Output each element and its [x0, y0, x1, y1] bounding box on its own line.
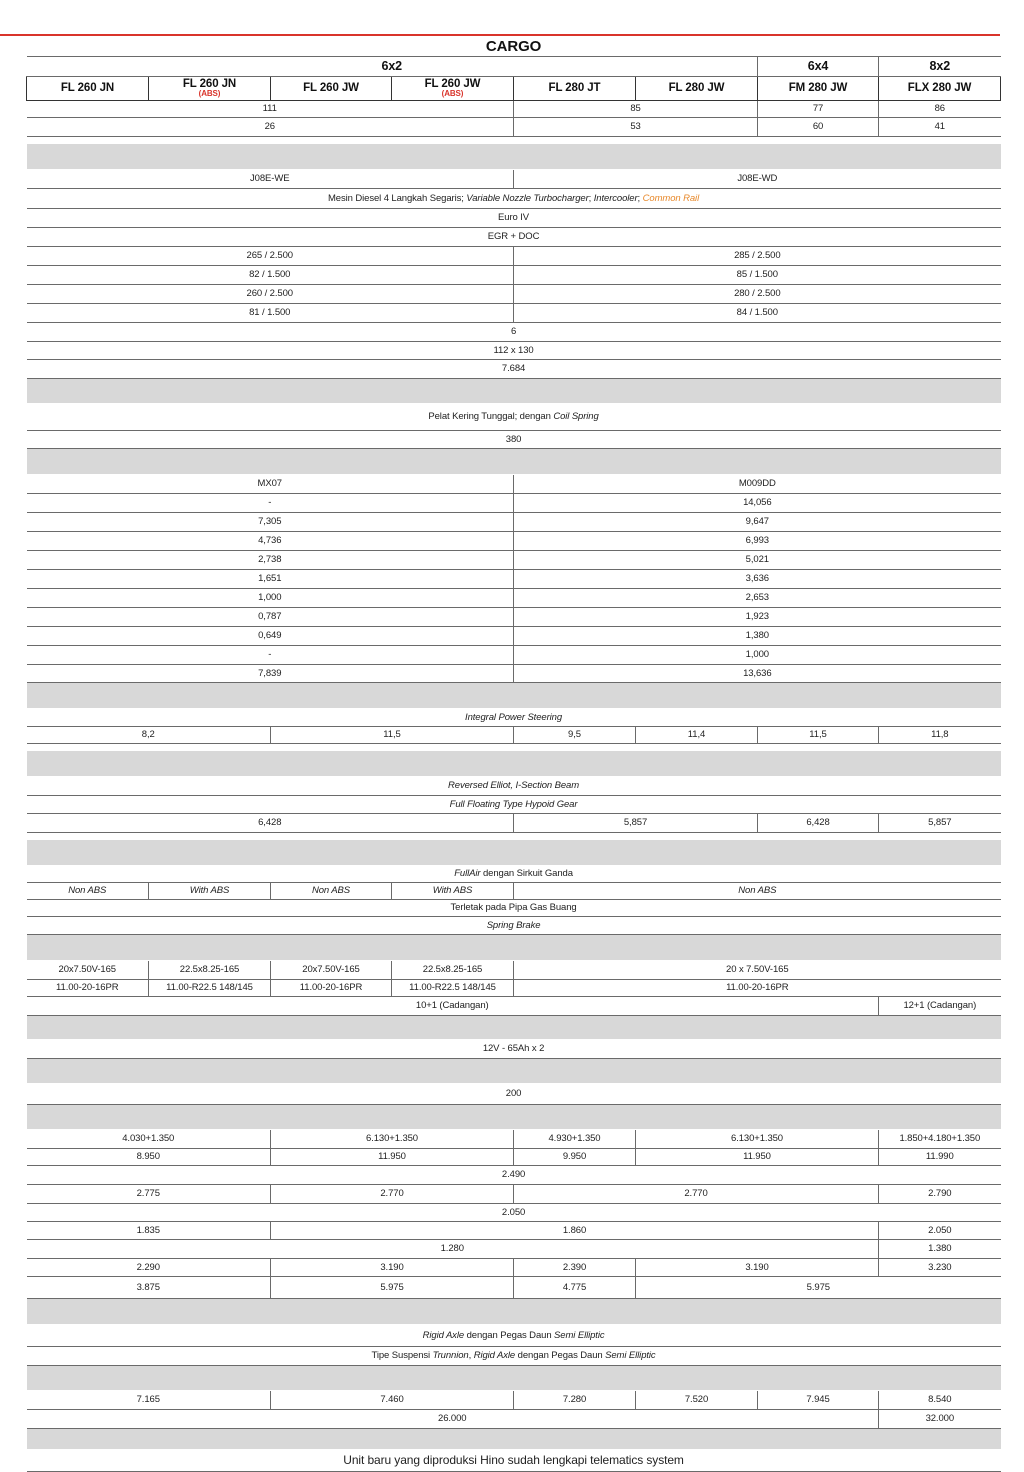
spec-cell: 200: [27, 1083, 1001, 1104]
spec-row: [27, 550, 1001, 569]
spacer-cell: [27, 832, 1001, 840]
spec-cell: 11.00-R22.5 148/145: [149, 979, 271, 996]
spec-cell: 20x7.50V-165: [27, 960, 149, 979]
spec-cell: 5.975: [636, 1276, 1001, 1298]
spec-cell: 3,636: [514, 569, 1001, 588]
spec-cell: 0,649: [27, 626, 514, 645]
cell-text-part: ;: [637, 192, 643, 204]
spec-cell: 7.460: [271, 1390, 514, 1409]
spec-row: [27, 979, 1001, 996]
spec-cell: 4,736: [27, 531, 514, 550]
spec-cell: 3.230: [879, 1258, 1001, 1276]
spec-row: [27, 303, 1001, 322]
spec-cell: 2,653: [514, 588, 1001, 607]
spec-row: [27, 882, 1001, 899]
spec-cell: 3.190: [271, 1258, 514, 1276]
model-name: FL 260 JW: [303, 81, 359, 94]
spec-row: [27, 1039, 1001, 1058]
spacer-row: [27, 743, 1001, 751]
spec-cell: 22.5x8.25-165: [392, 960, 514, 979]
spec-row: [27, 664, 1001, 682]
spec-cell: -: [27, 645, 514, 664]
spec-cell: 265 / 2.500: [27, 246, 514, 265]
cell-text-part: Coil Spring: [553, 411, 599, 422]
spec-cell: 7,839: [27, 664, 514, 682]
spec-cell: 13,636: [514, 664, 1001, 682]
spec-cell: 260 / 2.500: [27, 284, 514, 303]
spec-cell: 11,5: [758, 726, 879, 743]
cell-text-part: dengan Sirkuit Ganda: [480, 868, 573, 879]
spec-cell: 285 / 2.500: [514, 246, 1001, 265]
section-band-cell: [27, 934, 1001, 960]
spec-row: [27, 341, 1001, 359]
section-band-cell: [27, 1365, 1001, 1390]
spec-row: [27, 645, 1001, 664]
spec-cell: 7.945: [758, 1390, 879, 1409]
spec-cell: 3.190: [636, 1258, 879, 1276]
spec-cell: 12V - 65Ah x 2: [27, 1039, 1001, 1058]
spec-cell: 4.775: [514, 1276, 636, 1298]
cell-text-part: Semi Elliptic: [554, 1329, 605, 1341]
spec-row: [27, 1258, 1001, 1276]
spec-cell: 111: [27, 100, 514, 117]
spec-row: [27, 493, 1001, 512]
spec-cell: 81 / 1.500: [27, 303, 514, 322]
model-header: [271, 76, 392, 100]
spec-cell: 22.5x8.25-165: [149, 960, 271, 979]
spec-cell: With ABS: [149, 882, 271, 899]
spec-row: [27, 996, 1001, 1015]
spec-cell: 5,021: [514, 550, 1001, 569]
spec-row: [27, 1409, 1001, 1428]
spec-cell: 41: [879, 117, 1001, 136]
spec-row: [27, 265, 1001, 284]
spec-cell: 1.380: [879, 1239, 1001, 1258]
cell-text-part: Common Rail: [642, 192, 700, 204]
spec-cell: 1,000: [514, 645, 1001, 664]
spec-table: [26, 38, 1001, 1472]
spec-cell: 2.790: [879, 1184, 1001, 1203]
spec-cell: 380: [27, 430, 1001, 448]
spec-cell: [27, 403, 1001, 430]
spacer-cell: [27, 136, 1001, 144]
model-header: [514, 76, 636, 100]
spec-row: [27, 1129, 1001, 1148]
spec-cell: [27, 188, 1001, 208]
spec-cell: 26: [27, 117, 514, 136]
spec-cell: 53: [514, 117, 758, 136]
spec-cell: -: [27, 493, 514, 512]
section-band-cell: [27, 144, 1001, 169]
spec-row: [27, 1203, 1001, 1221]
spec-row: [27, 708, 1001, 726]
spec-cell: 6,428: [758, 813, 879, 832]
spec-cell: 85: [514, 100, 758, 117]
spec-row: [27, 1390, 1001, 1409]
model-header: [392, 76, 514, 100]
spec-cell: 10+1 (Cadangan): [27, 996, 879, 1015]
spec-row: [27, 359, 1001, 378]
section-band: [27, 840, 1001, 865]
abs-badge: (ABS): [441, 88, 464, 98]
spec-cell: 11.00-20-16PR: [271, 979, 392, 996]
spec-cell: 2,738: [27, 550, 514, 569]
spec-cell: 9.950: [514, 1148, 636, 1165]
section-band: [27, 1298, 1001, 1324]
spec-row: [27, 1324, 1001, 1346]
config-6x2: 6x2: [27, 56, 758, 76]
spec-row: [27, 227, 1001, 246]
section-band-cell: [27, 1428, 1001, 1449]
spec-row: [27, 1346, 1001, 1365]
spec-cell: 2.390: [514, 1258, 636, 1276]
spec-cell: 20 x 7.50V-165: [514, 960, 1001, 979]
spec-row: [27, 607, 1001, 626]
spec-cell: 4.930+1.350: [514, 1129, 636, 1148]
section-band-cell: [27, 1298, 1001, 1324]
spec-row: [27, 1184, 1001, 1203]
spec-cell: Integral Power Steering: [27, 708, 1001, 726]
spec-cell: 1,380: [514, 626, 1001, 645]
spec-cell: With ABS: [392, 882, 514, 899]
spec-cell: 20x7.50V-165: [271, 960, 392, 979]
model-name: FLX 280 JW: [907, 81, 972, 94]
spec-cell: [27, 865, 1001, 882]
section-band: [27, 448, 1001, 474]
spec-cell: 280 / 2.500: [514, 284, 1001, 303]
spec-row: [27, 403, 1001, 430]
model-header: [758, 76, 879, 100]
spec-cell: 5,857: [879, 813, 1001, 832]
spec-cell: 6.130+1.350: [271, 1129, 514, 1148]
spec-cell: 0,787: [27, 607, 514, 626]
cell-text-part: Semi Elliptic: [605, 1350, 656, 1361]
spec-cell: Reversed Elliot, I-Section Beam: [27, 776, 1001, 795]
section-band: [27, 378, 1001, 403]
spec-row: [27, 188, 1001, 208]
section-band-cell: [27, 378, 1001, 403]
spec-cell: 11.950: [636, 1148, 879, 1165]
cell-text-part: Mesin Diesel 4 Langkah Segaris;: [327, 192, 467, 204]
spec-cell: Euro IV: [27, 208, 1001, 227]
spec-row: [27, 208, 1001, 227]
spec-cell: 5.975: [271, 1276, 514, 1298]
spec-cell: 11.00-R22.5 148/145: [392, 979, 514, 996]
spec-cell: 1.835: [27, 1221, 271, 1239]
section-band-cell: [27, 448, 1001, 474]
spec-cell: 7.684: [27, 359, 1001, 378]
spec-row: [27, 916, 1001, 934]
model-header: [27, 76, 149, 100]
spec-cell: 2.290: [27, 1258, 271, 1276]
cell-text-part: Intercooler: [593, 192, 638, 204]
config-row: [27, 56, 1001, 76]
spec-cell: Non ABS: [514, 882, 1001, 899]
spec-cell: 112 x 130: [27, 341, 1001, 359]
spec-cell: 6.130+1.350: [636, 1129, 879, 1148]
spec-cell: 12+1 (Cadangan): [879, 996, 1001, 1015]
spec-cell: Non ABS: [271, 882, 392, 899]
section-band-cell: [27, 1104, 1001, 1129]
spec-row: [27, 430, 1001, 448]
spec-row: [27, 1083, 1001, 1104]
spec-row: [27, 1165, 1001, 1184]
spec-cell: 11.950: [271, 1148, 514, 1165]
spec-cell: 7.280: [514, 1390, 636, 1409]
spec-cell: 9,5: [514, 726, 636, 743]
spec-row: [27, 813, 1001, 832]
model-name: FL 280 JW: [668, 81, 725, 94]
config-6x4: 6x4: [758, 56, 879, 76]
spec-cell: Spring Brake: [27, 916, 1001, 934]
spec-cell: M009DD: [514, 474, 1001, 493]
spec-row: [27, 531, 1001, 550]
cell-text-part: ,: [468, 1350, 474, 1361]
spec-cell: 7,305: [27, 512, 514, 531]
spec-cell: 2.770: [514, 1184, 879, 1203]
spec-row: [27, 626, 1001, 645]
model-header: [636, 76, 758, 100]
spec-cell: 1,651: [27, 569, 514, 588]
cell-text-part: dengan Pegas Daun: [515, 1350, 606, 1361]
spec-cell: 2.770: [271, 1184, 514, 1203]
title-row: [27, 38, 1001, 56]
section-band-cell: [27, 751, 1001, 776]
spec-cell: J08E-WD: [514, 169, 1001, 188]
spec-cell: Terletak pada Pipa Gas Buang: [27, 899, 1001, 916]
spec-cell: 11.990: [879, 1148, 1001, 1165]
spec-cell: 8.950: [27, 1148, 271, 1165]
spec-cell: 1.860: [271, 1221, 879, 1239]
model-header: [149, 76, 271, 100]
model-name: FL 280 JT: [548, 81, 601, 94]
spec-cell: 82 / 1.500: [27, 265, 514, 284]
spec-cell: 2.050: [879, 1221, 1001, 1239]
spec-cell: 1.280: [27, 1239, 879, 1258]
model-header: [879, 76, 1001, 100]
model-name: FM 280 JW: [788, 81, 848, 94]
spec-cell: 7.165: [27, 1390, 271, 1409]
spacer-cell: [27, 743, 1001, 751]
spec-row: [27, 100, 1001, 117]
spec-row: [27, 776, 1001, 795]
spec-cell: 8.540: [879, 1390, 1001, 1409]
section-band: [27, 1015, 1001, 1039]
spec-cell: 1,923: [514, 607, 1001, 626]
cell-text-part: Pelat Kering Tunggal; dengan: [428, 411, 554, 422]
spec-row: [27, 512, 1001, 531]
spec-row: [27, 117, 1001, 136]
spec-cell: 4.030+1.350: [27, 1129, 271, 1148]
spacer-row: [27, 832, 1001, 840]
model-name: FL 260 JN: [182, 77, 237, 90]
cell-text-part: dengan Pegas Daun: [464, 1329, 555, 1341]
spec-cell: 1.850+4.180+1.350: [879, 1129, 1001, 1148]
spec-cell: 2.050: [27, 1203, 1001, 1221]
spec-cell: 14,056: [514, 493, 1001, 512]
spec-row: [27, 795, 1001, 813]
cell-text-part: Variable Nozzle Turbocharger: [466, 192, 589, 204]
section-band: [27, 934, 1001, 960]
spacer-row: [27, 136, 1001, 144]
spec-cell: 86: [879, 100, 1001, 117]
spec-row: [27, 588, 1001, 607]
footer-row: [27, 1449, 1001, 1471]
spec-cell: Full Floating Type Hypoid Gear: [27, 795, 1001, 813]
spec-cell: EGR + DOC: [27, 227, 1001, 246]
section-band-cell: [27, 1015, 1001, 1039]
model-name: FL 260 JN: [60, 81, 115, 94]
spec-cell: 6,428: [27, 813, 514, 832]
cell-text-part: Tipe Suspensi: [371, 1350, 433, 1361]
section-band: [27, 1365, 1001, 1390]
spec-cell: 9,647: [514, 512, 1001, 531]
cell-text-part: ;: [588, 192, 594, 204]
spec-cell: [27, 1346, 1001, 1365]
spec-cell: 11,4: [636, 726, 758, 743]
spec-row: [27, 726, 1001, 743]
spec-cell: 8,2: [27, 726, 271, 743]
spec-cell: 11.00-20-16PR: [514, 979, 1001, 996]
spec-row: [27, 322, 1001, 341]
spec-cell: 85 / 1.500: [514, 265, 1001, 284]
spec-row: [27, 960, 1001, 979]
spec-cell: 11.00-20-16PR: [27, 979, 149, 996]
cell-text-part: FullAir: [454, 868, 481, 879]
spec-cell: 2.490: [27, 1165, 1001, 1184]
spec-cell: 11,5: [271, 726, 514, 743]
spec-row: [27, 1276, 1001, 1298]
spec-cell: 60: [758, 117, 879, 136]
footer-note: Unit baru yang diproduksi Hino sudah lengkapi telematics system: [27, 1449, 1001, 1471]
spec-cell: 3.875: [27, 1276, 271, 1298]
spec-row: [27, 474, 1001, 493]
spec-cell: 26.000: [27, 1409, 879, 1428]
config-8x2: 8x2: [879, 56, 1001, 76]
spec-cell: 7.520: [636, 1390, 758, 1409]
spec-row: [27, 246, 1001, 265]
abs-badge: (ABS): [198, 88, 221, 98]
spec-cell: 11,8: [879, 726, 1001, 743]
spec-row: [27, 899, 1001, 916]
spec-cell: 2.775: [27, 1184, 271, 1203]
spec-cell: 5,857: [514, 813, 758, 832]
spec-cell: 32.000: [879, 1409, 1001, 1428]
spec-row: [27, 865, 1001, 882]
spec-row: [27, 1221, 1001, 1239]
spec-cell: J08E-WE: [27, 169, 514, 188]
section-band-cell: [27, 682, 1001, 708]
section-band: [27, 1428, 1001, 1449]
model-row: [27, 76, 1001, 100]
table-title: CARGO: [27, 38, 1001, 56]
section-band-cell: [27, 1058, 1001, 1083]
section-band: [27, 682, 1001, 708]
spec-cell: 84 / 1.500: [514, 303, 1001, 322]
spec-row: [27, 569, 1001, 588]
section-band: [27, 751, 1001, 776]
cell-text-part: Trunnion: [432, 1350, 469, 1361]
model-name: FL 260 JW: [424, 77, 481, 90]
section-band-cell: [27, 840, 1001, 865]
top-accent-line: [0, 34, 1000, 36]
spec-row: [27, 1239, 1001, 1258]
spec-cell: [27, 1324, 1001, 1346]
section-band: [27, 144, 1001, 169]
spec-row: [27, 284, 1001, 303]
spec-cell: MX07: [27, 474, 514, 493]
spec-cell: Non ABS: [27, 882, 149, 899]
cell-text-part: Rigid Axle: [473, 1350, 516, 1361]
spec-cell: 1,000: [27, 588, 514, 607]
section-band: [27, 1104, 1001, 1129]
spec-cell: 6,993: [514, 531, 1001, 550]
cell-text-part: Rigid Axle: [422, 1329, 465, 1341]
section-band: [27, 1058, 1001, 1083]
spec-cell: 77: [758, 100, 879, 117]
spec-row: [27, 1148, 1001, 1165]
spec-cell: 6: [27, 322, 1001, 341]
spec-row: [27, 169, 1001, 188]
